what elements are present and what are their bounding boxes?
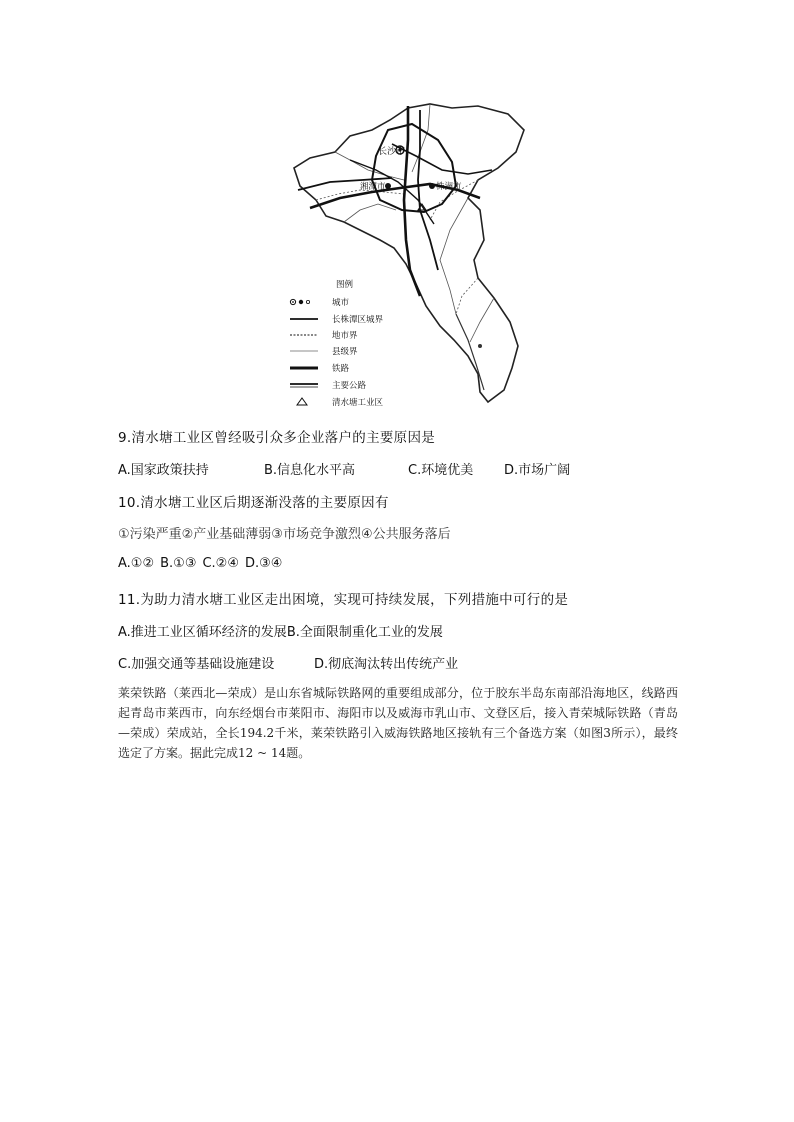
question-11-options-row1 (118, 621, 443, 640)
xiangtan-label: 湘潭市 (360, 182, 386, 192)
legend-item-region-boundary: 长株潭区城界 (332, 315, 384, 325)
legend-item-qingshuitang: 清水塘工业区 (332, 398, 384, 408)
question-11-stem: 11.为助力清水塘工业区走出困境，实现可持续发展，下列措施中可行的是 (118, 592, 569, 608)
question-11-option-c[interactable]: C.加强交通等基础设施建设 (118, 657, 275, 672)
question-11-option-b[interactable]: B.全面限制重化工业的发展 (286, 625, 443, 640)
reading-passage: 莱荣铁路（莱西北—荣成）是山东省城际铁路网的重要组成部分，位于胶东半岛东南部沿海地区，线路西起青岛市莱西市，向东经烟台市莱阳市、海阳市以及威海市乳山市、文登区后，接入青荣城际铁路（青岛—荣成）荣成站，全长194.2千米，莱荣铁路引入威海铁路地区接轨有三个备选方案（如图3所示），最终选定了方案。据此完成12 ~ 14题。 (118, 686, 678, 760)
legend-item-city: 城市 (332, 298, 350, 308)
question-11-option-d[interactable]: D.彻底淘汰转出传统产业 (314, 657, 459, 672)
legend-item-railway: 铁路 (332, 364, 350, 374)
changsha-label: 长沙市 (378, 147, 406, 157)
legend-item-highway: 主要公路 (332, 381, 367, 391)
question-10-options (118, 556, 282, 571)
xiangtan-city-marker (385, 183, 391, 189)
question-10-statements: ①污染严重②产业基础薄弱③市场竞争激烈④公共服务落后 (118, 527, 451, 542)
question-9-option-a[interactable]: A.国家政策扶持 (118, 463, 209, 478)
region-map-figure (280, 100, 530, 410)
question-10-option-a[interactable]: A.①② (118, 556, 155, 571)
legend-title: 图例 (336, 280, 354, 290)
question-10-option-b[interactable]: B.①③ (160, 556, 197, 571)
question-10-option-d[interactable]: D.③④ (245, 556, 283, 571)
map-legend (290, 279, 384, 408)
question-9-option-c[interactable]: C.环境优美 (408, 463, 474, 478)
question-9-option-b[interactable]: B.信息化水平高 (264, 463, 356, 478)
question-9-option-d[interactable]: D.市场广阔 (504, 463, 571, 478)
legend-item-prefecture-boundary: 地市界 (332, 331, 358, 341)
question-9-stem: 9.清水塘工业区曾经吸引众多企业落户的主要原因是 (118, 430, 436, 446)
question-10-stem: 10.清水塘工业区后期逐渐没落的主要原因有 (118, 495, 389, 511)
question-9-options (118, 459, 570, 478)
question-11-option-a[interactable]: A.推进工业区循环经济的发展 (118, 625, 287, 640)
question-10-option-c[interactable]: C.②④ (202, 556, 239, 571)
question-11-options-row2 (118, 653, 458, 672)
zhuzhou-label: 株洲市 (436, 182, 462, 192)
legend-item-county-boundary: 县级界 (332, 347, 358, 357)
zhuzhou-city-marker (429, 183, 435, 189)
